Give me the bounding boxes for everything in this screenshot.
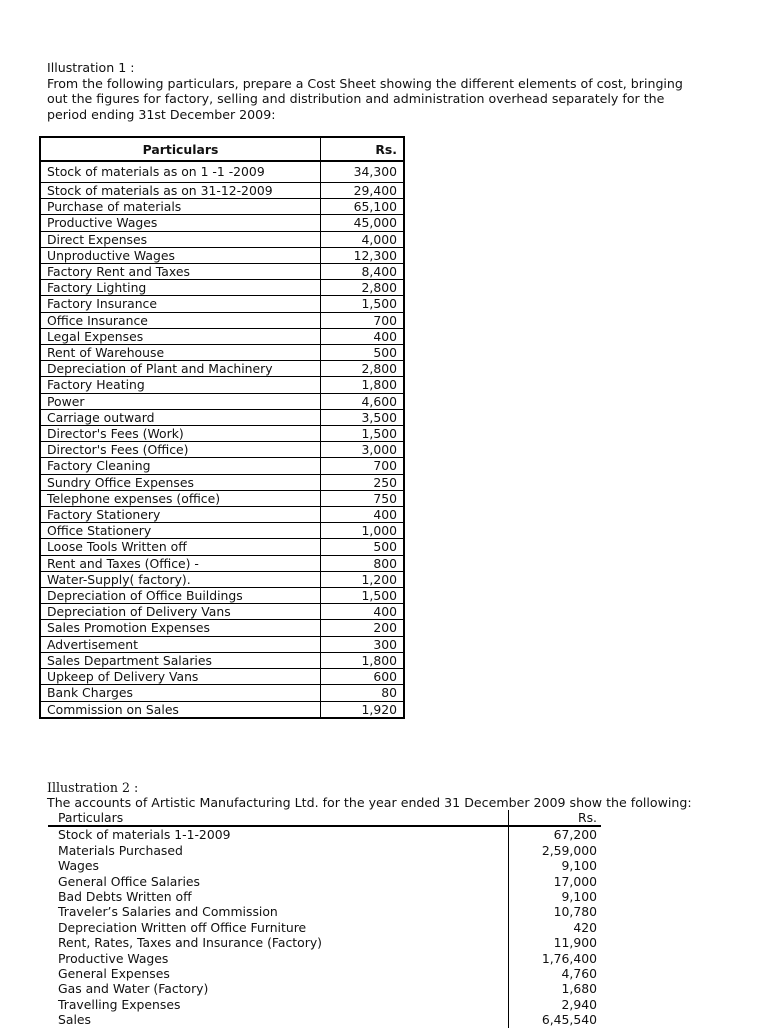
row-particular: Office Insurance — [40, 312, 321, 328]
row-amount: 750 — [321, 490, 405, 506]
row-amount: 2,800 — [321, 280, 405, 296]
row-amount: 80 — [321, 685, 405, 701]
table-row — [48, 889, 601, 904]
row-particular: Loose Tools Written off — [40, 539, 321, 555]
row-amount: 4,760 — [561, 966, 597, 982]
row-particular: Commission on Sales — [40, 701, 321, 718]
row-amount: 1,000 — [321, 523, 405, 539]
row-amount: 3,000 — [321, 442, 405, 458]
row-particular: Productive Wages — [40, 215, 321, 231]
row-amount: 34,300 — [321, 161, 405, 183]
table-row — [40, 161, 404, 183]
table-row — [40, 669, 404, 685]
row-particular: Office Stationery — [40, 523, 321, 539]
table-row — [40, 199, 404, 215]
illustration-1-line: out the figures for factory, selling and distribution and administration overhead separately for the — [47, 91, 665, 106]
table-row — [40, 474, 404, 490]
row-particular: Depreciation of Office Buildings — [40, 588, 321, 604]
row-amount: 2,59,000 — [541, 842, 597, 858]
table-row — [48, 981, 601, 996]
row-particular: Bank Charges — [40, 685, 321, 701]
table-row — [40, 361, 404, 377]
row-amount: 1,200 — [321, 571, 405, 587]
row-amount: 1,680 — [561, 981, 597, 997]
row-particular: Depreciation of Delivery Vans — [40, 604, 321, 620]
row-amount: 10,780 — [553, 904, 597, 920]
row-particular: Upkeep of Delivery Vans — [40, 669, 321, 685]
row-amount: 800 — [321, 555, 405, 571]
row-amount: 1,500 — [321, 426, 405, 442]
table-row — [48, 966, 601, 981]
table-row — [40, 539, 404, 555]
table-row — [40, 296, 404, 312]
row-amount: 1,800 — [321, 377, 405, 393]
table-row — [48, 858, 601, 873]
row-particular: Factory Heating — [40, 377, 321, 393]
row-particular: Traveler’s Salaries and Commission — [48, 904, 509, 919]
row-amount: 700 — [321, 458, 405, 474]
row-amount: 17,000 — [553, 873, 597, 889]
row-particular: Depreciation Written off Office Furniture — [48, 920, 509, 935]
illustration-2-title: Illustration 2 : — [47, 780, 139, 795]
row-amount: 65,100 — [321, 199, 405, 215]
row-particular: Sundry Office Expenses — [40, 474, 321, 490]
row-particular: Factory Lighting — [40, 280, 321, 296]
table-row — [40, 231, 404, 247]
table-row — [40, 620, 404, 636]
table-row — [40, 247, 404, 263]
table-row — [40, 377, 404, 393]
row-particular: Sales — [48, 1012, 509, 1027]
table-row — [40, 442, 404, 458]
row-particular: Purchase of materials — [40, 199, 321, 215]
table-row — [48, 997, 601, 1012]
table-row — [48, 1012, 601, 1027]
illustration-1-intro — [47, 60, 737, 122]
table-row — [40, 588, 404, 604]
row-amount: 500 — [321, 539, 405, 555]
row-particular: Director's Fees (Work) — [40, 426, 321, 442]
row-particular: General Office Salaries — [48, 874, 509, 889]
table-row — [40, 571, 404, 587]
illustration-1-table — [39, 136, 405, 719]
row-particular: Rent and Taxes (Office) - — [40, 555, 321, 571]
table-row — [40, 312, 404, 328]
row-amount: 400 — [321, 328, 405, 344]
row-particular: Director's Fees (Office) — [40, 442, 321, 458]
row-particular: Travelling Expenses — [48, 997, 509, 1012]
row-particular: Depreciation of Plant and Machinery — [40, 361, 321, 377]
row-amount: 420 — [573, 919, 597, 935]
row-particular: Productive Wages — [48, 951, 509, 966]
row-amount: 1,920 — [321, 701, 405, 718]
table-row — [40, 555, 404, 571]
header-particulars: Particulars — [40, 137, 321, 161]
table-header-row — [40, 137, 404, 161]
row-particular: Carriage outward — [40, 409, 321, 425]
table-row — [40, 701, 404, 718]
row-amount: 600 — [321, 669, 405, 685]
row-particular: Factory Insurance — [40, 296, 321, 312]
table-row — [40, 458, 404, 474]
row-amount: 250 — [321, 474, 405, 490]
table-row — [40, 604, 404, 620]
table-row — [40, 426, 404, 442]
row-amount: 12,300 — [321, 247, 405, 263]
table-row — [48, 951, 601, 966]
row-amount: 4,600 — [321, 393, 405, 409]
row-particular: Rent, Rates, Taxes and Insurance (Factory) — [48, 935, 509, 950]
row-amount: 200 — [321, 620, 405, 636]
header-rs: Rs. — [321, 137, 405, 161]
row-particular: Factory Cleaning — [40, 458, 321, 474]
table-row — [40, 345, 404, 361]
illustration-1-line: period ending 31st December 2009: — [47, 106, 276, 122]
row-amount: 400 — [321, 507, 405, 523]
illustration-1-title: Illustration 1 : — [47, 60, 135, 75]
row-amount: 11,900 — [553, 935, 597, 951]
table-row — [40, 652, 404, 668]
row-amount: 29,400 — [321, 183, 405, 199]
row-amount: 700 — [321, 312, 405, 328]
table-row — [40, 328, 404, 344]
row-particular: Materials Purchased — [48, 843, 509, 858]
table-row — [40, 183, 404, 199]
table-row — [40, 490, 404, 506]
table-row — [40, 280, 404, 296]
row-particular: Stock of materials as on 31-12-2009 — [40, 183, 321, 199]
row-amount: 8,400 — [321, 264, 405, 280]
illustration-1-line: From the following particulars, prepare a Cost Sheet showing the different elements of cost, bringing — [47, 75, 683, 91]
row-particular: Unproductive Wages — [40, 247, 321, 263]
row-particular: Telephone expenses (office) — [40, 490, 321, 506]
row-particular: Water-Supply( factory). — [40, 571, 321, 587]
row-amount: 300 — [321, 636, 405, 652]
row-amount: 4,000 — [321, 231, 405, 247]
row-particular: Legal Expenses — [40, 328, 321, 344]
row-particular: Sales Promotion Expenses — [40, 620, 321, 636]
row-particular: Advertisement — [40, 636, 321, 652]
row-particular: Gas and Water (Factory) — [48, 981, 509, 996]
row-particular: Direct Expenses — [40, 231, 321, 247]
row-amount: 1,800 — [321, 652, 405, 668]
row-amount: 67,200 — [553, 827, 597, 843]
row-particular: Stock of materials as on 1 -1 -2009 — [40, 161, 321, 183]
row-amount: 500 — [321, 345, 405, 361]
row-particular: Factory Rent and Taxes — [40, 264, 321, 280]
row-particular: General Expenses — [48, 966, 509, 981]
row-amount: 9,100 — [561, 858, 597, 874]
row-particular: Bad Debts Written off — [48, 889, 509, 904]
table-row — [48, 826, 601, 842]
table-row — [48, 874, 601, 889]
row-amount: 2,940 — [561, 996, 597, 1012]
illustration-2-text: The accounts of Artistic Manufacturing Ltd. for the year ended 31 December 2009 show the following: — [47, 795, 692, 810]
row-amount: 9,100 — [561, 889, 597, 905]
row-particular: Wages — [48, 858, 509, 873]
row-particular: Power — [40, 393, 321, 409]
table-row — [40, 636, 404, 652]
row-amount: 1,76,400 — [541, 950, 597, 966]
row-particular: Factory Stationery — [40, 507, 321, 523]
row-particular: Rent of Warehouse — [40, 345, 321, 361]
table-row — [40, 507, 404, 523]
row-amount: 400 — [321, 604, 405, 620]
table-row — [48, 904, 601, 919]
table-header-row — [48, 810, 601, 826]
row-amount: 1,500 — [321, 588, 405, 604]
row-amount: 45,000 — [321, 215, 405, 231]
header-particulars: Particulars — [48, 810, 509, 826]
table-row — [40, 523, 404, 539]
row-particular: Sales Department Salaries — [40, 652, 321, 668]
row-amount: 3,500 — [321, 409, 405, 425]
table-row — [40, 264, 404, 280]
table-row — [40, 215, 404, 231]
row-amount: 2,800 — [321, 361, 405, 377]
table-row — [40, 409, 404, 425]
row-amount: 1,500 — [321, 296, 405, 312]
table-row — [48, 843, 601, 858]
table-row — [48, 920, 601, 935]
row-particular: Stock of materials 1-1-2009 — [48, 826, 509, 842]
illustration-2-table — [48, 810, 601, 1028]
table-row — [40, 393, 404, 409]
header-rs: Rs. — [509, 810, 602, 826]
table-row — [48, 935, 601, 950]
row-amount: 6,45,540 — [541, 1012, 597, 1028]
table-row — [40, 685, 404, 701]
